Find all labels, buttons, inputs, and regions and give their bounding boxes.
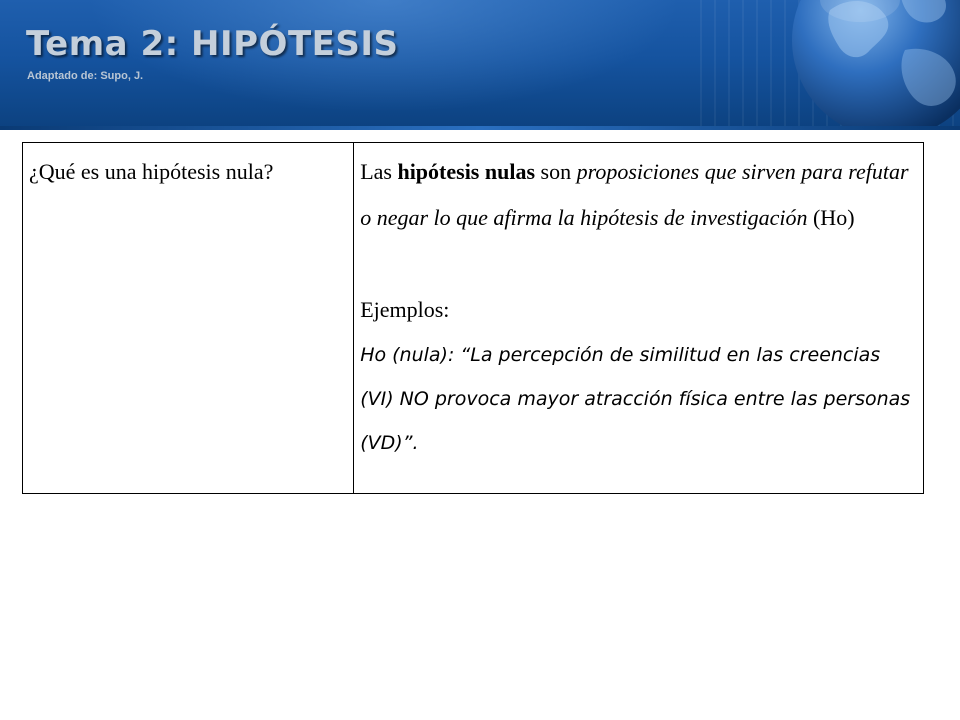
table-row xyxy=(23,143,924,494)
globe-icon xyxy=(790,0,960,130)
question-text: ¿Qué es una hipótesis nula? xyxy=(29,159,274,184)
page-subtitle: Adaptado de: Supo, J. xyxy=(27,70,144,82)
question-cell xyxy=(23,143,354,494)
page-title: Tema 2: HIPÓTESIS xyxy=(26,24,399,64)
definition-term: hipótesis nulas xyxy=(397,159,536,184)
definition-lead: Las xyxy=(360,159,398,184)
answer-cell xyxy=(354,143,924,494)
example-text: Ho (nula): “La percepción de similitud en las creencias (VI) NO provoca mayor atracción física entre las personas (VD)”. xyxy=(360,344,911,454)
banner-divider xyxy=(0,126,960,130)
definition-abbrev: (Ho) xyxy=(807,205,855,230)
content-table xyxy=(22,142,924,494)
paragraph-spacer xyxy=(360,241,917,287)
header-banner xyxy=(0,0,960,130)
examples-label: Ejemplos: xyxy=(360,297,450,322)
definition-connector: son xyxy=(535,159,577,184)
definition-body: proposiciones que sirven para refutar o negar lo que afirma la hipótesis de investigación xyxy=(360,159,909,230)
definition-paragraph xyxy=(360,149,917,241)
